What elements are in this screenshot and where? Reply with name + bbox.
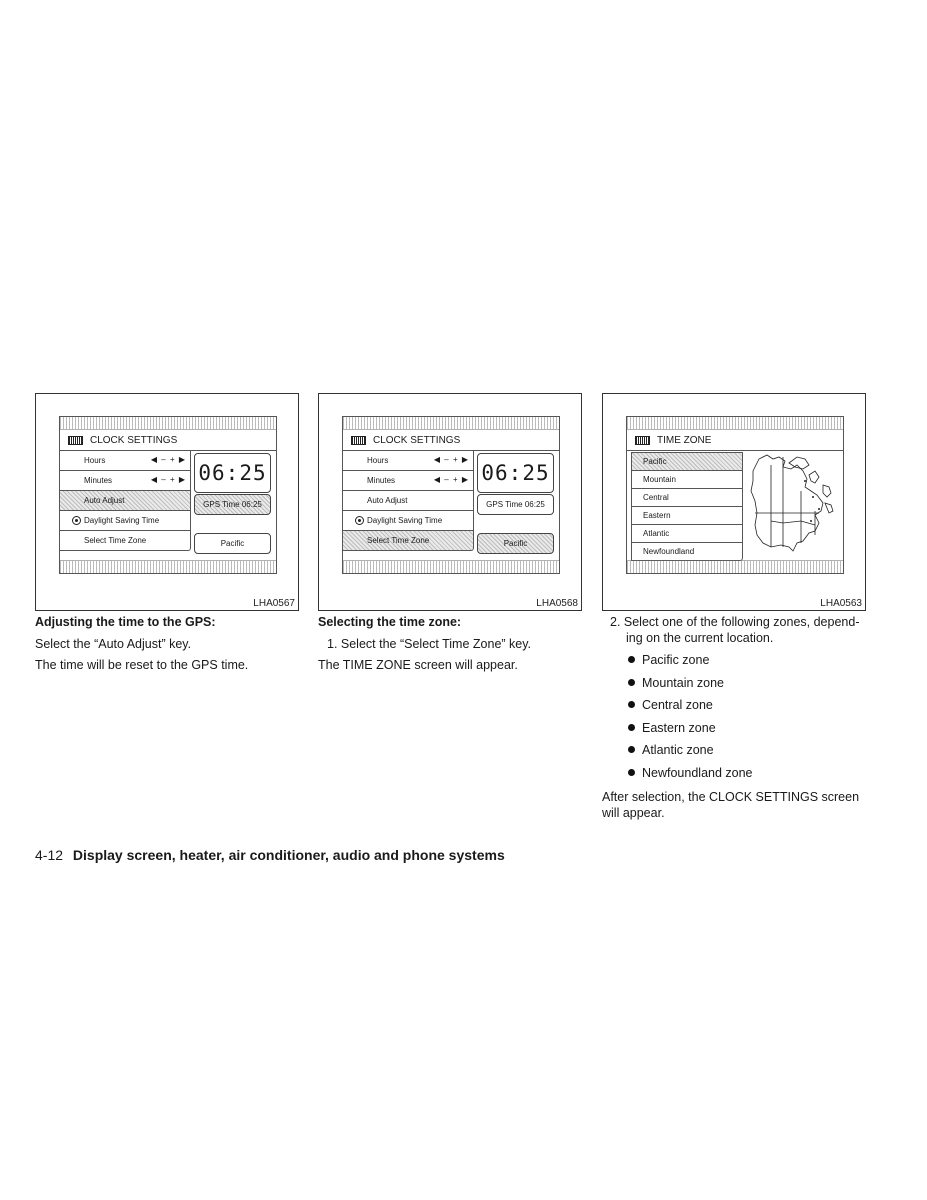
minutes-row[interactable]: Minutes ◀ – + ▶ [60,471,191,491]
time-zone-list [631,452,743,561]
screen-title: TIME ZONE [657,434,712,446]
column-3-text [602,614,867,821]
select-time-zone-key[interactable]: Select Time Zone [60,531,191,551]
screen-title: CLOCK SETTINGS [373,434,461,446]
list-item: Atlantic zone [628,742,867,765]
column-1-text [35,614,300,673]
time-zone-screen [626,416,844,574]
zone-atlantic[interactable]: Atlantic [632,525,742,543]
clock-display: 06:25 [194,453,271,493]
screen-top-border [627,417,843,430]
zone-central[interactable]: Central [632,489,742,507]
list-item: Pacific zone [628,652,867,675]
daylight-saving-radio[interactable] [72,516,81,525]
clock-menu [343,451,474,551]
north-america-map [745,451,841,558]
after-line-1: After selection, the CLOCK SETTINGS screen [602,790,860,804]
auto-adjust-key[interactable]: Auto Adjust [343,491,474,511]
hours-adjust-controls[interactable]: ◀ – + ▶ [150,455,186,464]
auto-adjust-key[interactable]: Auto Adjust [60,491,191,511]
keyboard-icon [68,436,83,445]
screen-bottom-border [60,560,276,573]
clock-settings-screen [59,416,277,574]
keyboard-icon [351,436,366,445]
hours-row[interactable]: Hours ◀ – + ▶ [60,451,191,471]
minutes-adjust-controls[interactable]: ◀ – + ▶ [433,475,469,484]
figure-clock-settings-auto-adjust [35,393,299,611]
figure-id: LHA0567 [253,598,295,609]
clock-menu [60,451,191,551]
gps-time-display: GPS Time 06:25 [477,494,554,515]
gps-time-display: GPS Time 06:25 [194,494,271,515]
paragraph: The time will be reset to the GPS time. [35,658,249,672]
zone-eastern[interactable]: Eastern [632,507,742,525]
minutes-row[interactable]: Minutes ◀ – + ▶ [343,471,474,491]
screen-top-border [60,417,276,430]
screen-title-bar [343,430,559,451]
hours-adjust-controls[interactable]: ◀ – + ▶ [433,455,469,464]
figure-time-zone-screen [602,393,866,611]
clock-settings-screen [342,416,560,574]
keyboard-icon [635,436,650,445]
paragraph: The TIME ZONE screen will appear. [318,658,518,672]
list-item: Eastern zone [628,720,867,743]
heading-gps: Adjusting the time to the GPS: [35,615,216,629]
time-zone-value: Pacific [477,533,554,554]
screen-title: CLOCK SETTINGS [90,434,178,446]
step-2-line-1: 2. Select one of the following zones, depend- [610,615,860,629]
heading-time-zone: Selecting the time zone: [318,615,462,629]
paragraph: Select the “Auto Adjust” key. [35,637,192,651]
column-2-text [318,614,583,673]
step-2-line-2: ing on the current location. [626,631,774,645]
list-item: Central zone [628,697,867,720]
step-1: 1. Select the “Select Time Zone” key. [327,637,532,651]
screen-top-border [343,417,559,430]
figure-clock-settings-select-zone [318,393,582,611]
time-zone-value: Pacific [194,533,271,554]
screen-bottom-border [343,560,559,573]
list-item: Mountain zone [628,675,867,698]
page-number: 4-12 [35,847,64,863]
figure-id: LHA0563 [820,598,862,609]
daylight-saving-row[interactable]: Daylight Saving Time [60,511,191,531]
select-time-zone-key[interactable]: Select Time Zone [343,531,474,551]
screen-bottom-border [627,560,843,573]
daylight-saving-radio[interactable] [355,516,364,525]
daylight-saving-row[interactable]: Daylight Saving Time [343,511,474,531]
hours-row[interactable]: Hours ◀ – + ▶ [343,451,474,471]
figure-id: LHA0568 [536,598,578,609]
zone-mountain[interactable]: Mountain [632,471,742,489]
list-item: Newfoundland zone [628,765,867,788]
page-footer [35,847,505,863]
minutes-adjust-controls[interactable]: ◀ – + ▶ [150,475,186,484]
screen-title-bar [60,430,276,451]
zone-bullet-list [602,652,867,787]
section-title: Display screen, heater, air conditioner, audio and phone systems [72,847,505,863]
clock-display: 06:25 [477,453,554,493]
after-line-2: will appear. [602,806,665,820]
screen-title-bar [627,430,843,451]
zone-pacific[interactable]: Pacific [632,453,742,471]
zone-newfoundland[interactable]: Newfoundland [643,547,695,556]
